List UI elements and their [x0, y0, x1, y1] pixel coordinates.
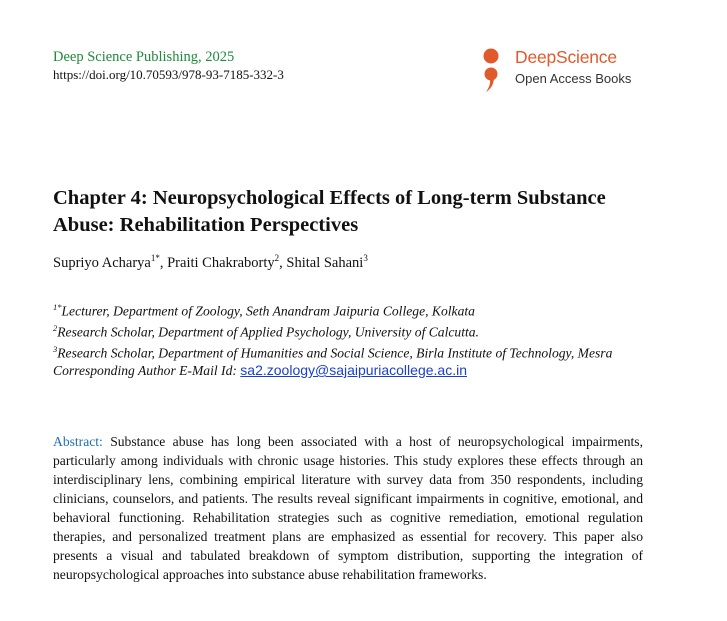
author-name: Supriyo Acharya	[53, 254, 151, 271]
abstract-label: Abstract:	[53, 434, 103, 449]
author-name: Shital Sahani	[286, 254, 364, 271]
affiliation-item	[53, 299, 613, 320]
affiliation-text: Research Scholar, Department of Humanities and Social Science, Birla Institute of Technology, Mesra	[57, 345, 613, 361]
affiliation-superscript: 2	[53, 323, 58, 334]
doi-link[interactable]: https://doi.org/10.70593/978-93-7185-332-3	[53, 67, 284, 82]
chapter-title: Chapter 4: Neuropsychological Effects of Long-term Substance Abuse: Rehabilitation Perspectives	[53, 187, 606, 236]
affiliation-item	[53, 320, 613, 341]
deepscience-logo-mark-icon	[482, 47, 500, 93]
affiliation-superscript: 1*	[53, 302, 62, 312]
logo-name: DeepScience	[515, 47, 617, 67]
abstract-paragraph	[53, 432, 643, 584]
corresponding-label: Corresponding Author E-Mail Id:	[53, 363, 241, 379]
deepscience-logo	[482, 45, 652, 95]
affiliation-text: Lecturer, Department of Zoology, Seth Anandram Jaipuria College, Kolkata	[61, 303, 475, 319]
abstract-text: Substance abuse has long been associated with a host of neuropsychological impairments, particularly among individuals with chronic usage histories. This study explores these effects through an interdisciplinary lens, combining empirical literature with survey data from 350 respondents, including clinicians, counselors, and patients. The results reveal significant impairments in cognitive, emotional, and behavioral functioning. Rehabilitation strategies such as cognitive remediation, emotional regulation therapies, and personalized treatment plans are emphasized as essential for recovery. This paper also presents a visual and tabulated breakdown of symptom distribution, supporting the integration of neuropsychological approaches into substance abuse rehabilitation frameworks.	[53, 434, 643, 582]
author-superscript: 3	[363, 253, 368, 263]
affiliation-text: Research Scholar, Department of Applied Psychology, University of Calcutta.	[57, 324, 479, 340]
affiliation-superscript: 3	[53, 344, 58, 355]
author-superscript: 1*	[150, 253, 160, 263]
corresponding-author	[53, 362, 613, 380]
author-name: Praiti Chakraborty	[167, 254, 275, 271]
affiliations	[53, 299, 613, 380]
publisher-line: Deep Science Publishing, 2025	[53, 49, 235, 65]
author-list: Supriyo Acharya$^{1*}$, Praiti Chakraborty$^2$, Shital Sahani$^3$	[53, 253, 368, 271]
affiliation-item	[53, 341, 613, 362]
logo-subtitle: Open Access Books	[515, 71, 632, 86]
email-link[interactable]: sa2.zoology@sajaipuriacollege.ac.in	[240, 362, 467, 379]
author-superscript: 2	[274, 253, 280, 263]
